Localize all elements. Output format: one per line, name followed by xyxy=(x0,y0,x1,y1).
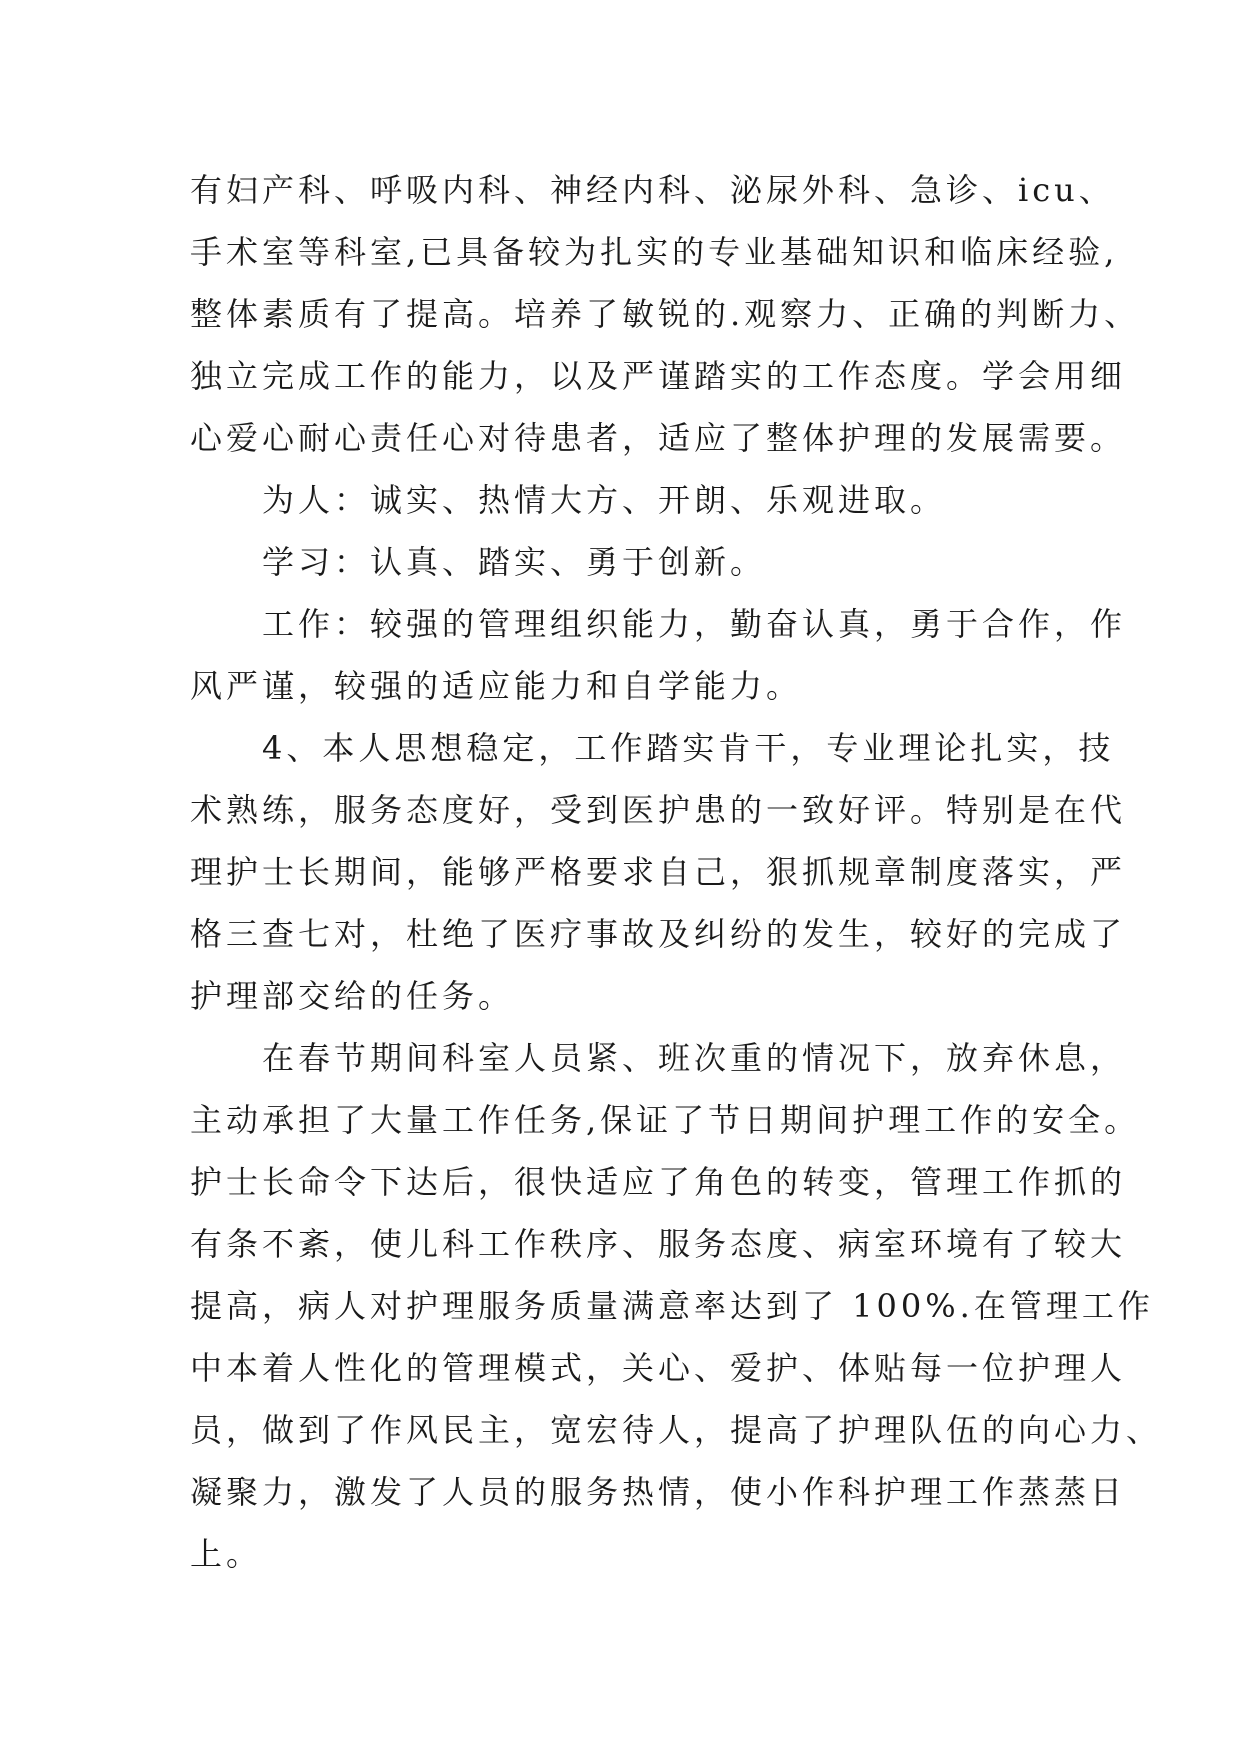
text-line: 护士长命令下达后，很快适应了角色的转变，管理工作抓的 xyxy=(190,1163,1127,1201)
text-line: 术熟练，服务态度好，受到医护患的一致好评。特别是在代 xyxy=(190,791,1127,829)
document-body xyxy=(190,159,1163,1585)
text-line: 为人：诚实、热情大方、开朗、乐观进取。 xyxy=(190,481,947,519)
text-line: 主动承担了大量工作任务,保证了节日期间护理工作的安全。 xyxy=(190,1101,1141,1139)
text-line: 在春节期间科室人员紧、班次重的情况下，放弃休息， xyxy=(190,1039,1127,1077)
text-line: 有条不紊，使儿科工作秩序、服务态度、病室环境有了较大 xyxy=(190,1225,1127,1263)
text-line: 工作：较强的管理组织能力，勤奋认真，勇于合作，作 xyxy=(190,605,1127,643)
text-line: 学习：认真、踏实、勇于创新。 xyxy=(190,543,767,581)
text-line: 护理部交给的任务。 xyxy=(190,977,515,1015)
text-line: 4、本人思想稳定，工作踏实肯干，专业理论扎实，技 xyxy=(190,729,1115,767)
text-line: 风严谨，较强的适应能力和自学能力。 xyxy=(190,667,803,705)
text-line: 理护士长期间，能够严格要求自己，狠抓规章制度落实，严 xyxy=(190,853,1127,891)
text-line: 独立完成工作的能力，以及严谨踏实的工作态度。学会用细 xyxy=(190,357,1127,395)
text-line: 有妇产科、呼吸内科、神经内科、泌尿外科、急诊、icu、 xyxy=(190,171,1115,209)
text-line: 整体素质有了提高。培养了敏锐的.观察力、正确的判断力、 xyxy=(190,295,1141,333)
text-line: 心爱心耐心责任心对待患者，适应了整体护理的发展需要。 xyxy=(190,419,1127,457)
text-line: 员，做到了作风民主，宽宏待人，提高了护理队伍的向心力、 xyxy=(190,1411,1163,1449)
text-line: 手术室等科室,已具备较为扎实的专业基础知识和临床经验, xyxy=(190,233,1119,271)
text-line: 中本着人性化的管理模式，关心、爱护、体贴每一位护理人 xyxy=(190,1349,1127,1387)
text-line: 格三查七对，杜绝了医疗事故及纠纷的发生，较好的完成了 xyxy=(190,915,1127,953)
text-line: 提高，病人对护理服务质量满意率达到了 100%.在管理工作 xyxy=(190,1287,1154,1325)
text-line: 上。 xyxy=(190,1535,263,1573)
text-line: 凝聚力，激发了人员的服务热情，使小作科护理工作蒸蒸日 xyxy=(190,1473,1127,1511)
